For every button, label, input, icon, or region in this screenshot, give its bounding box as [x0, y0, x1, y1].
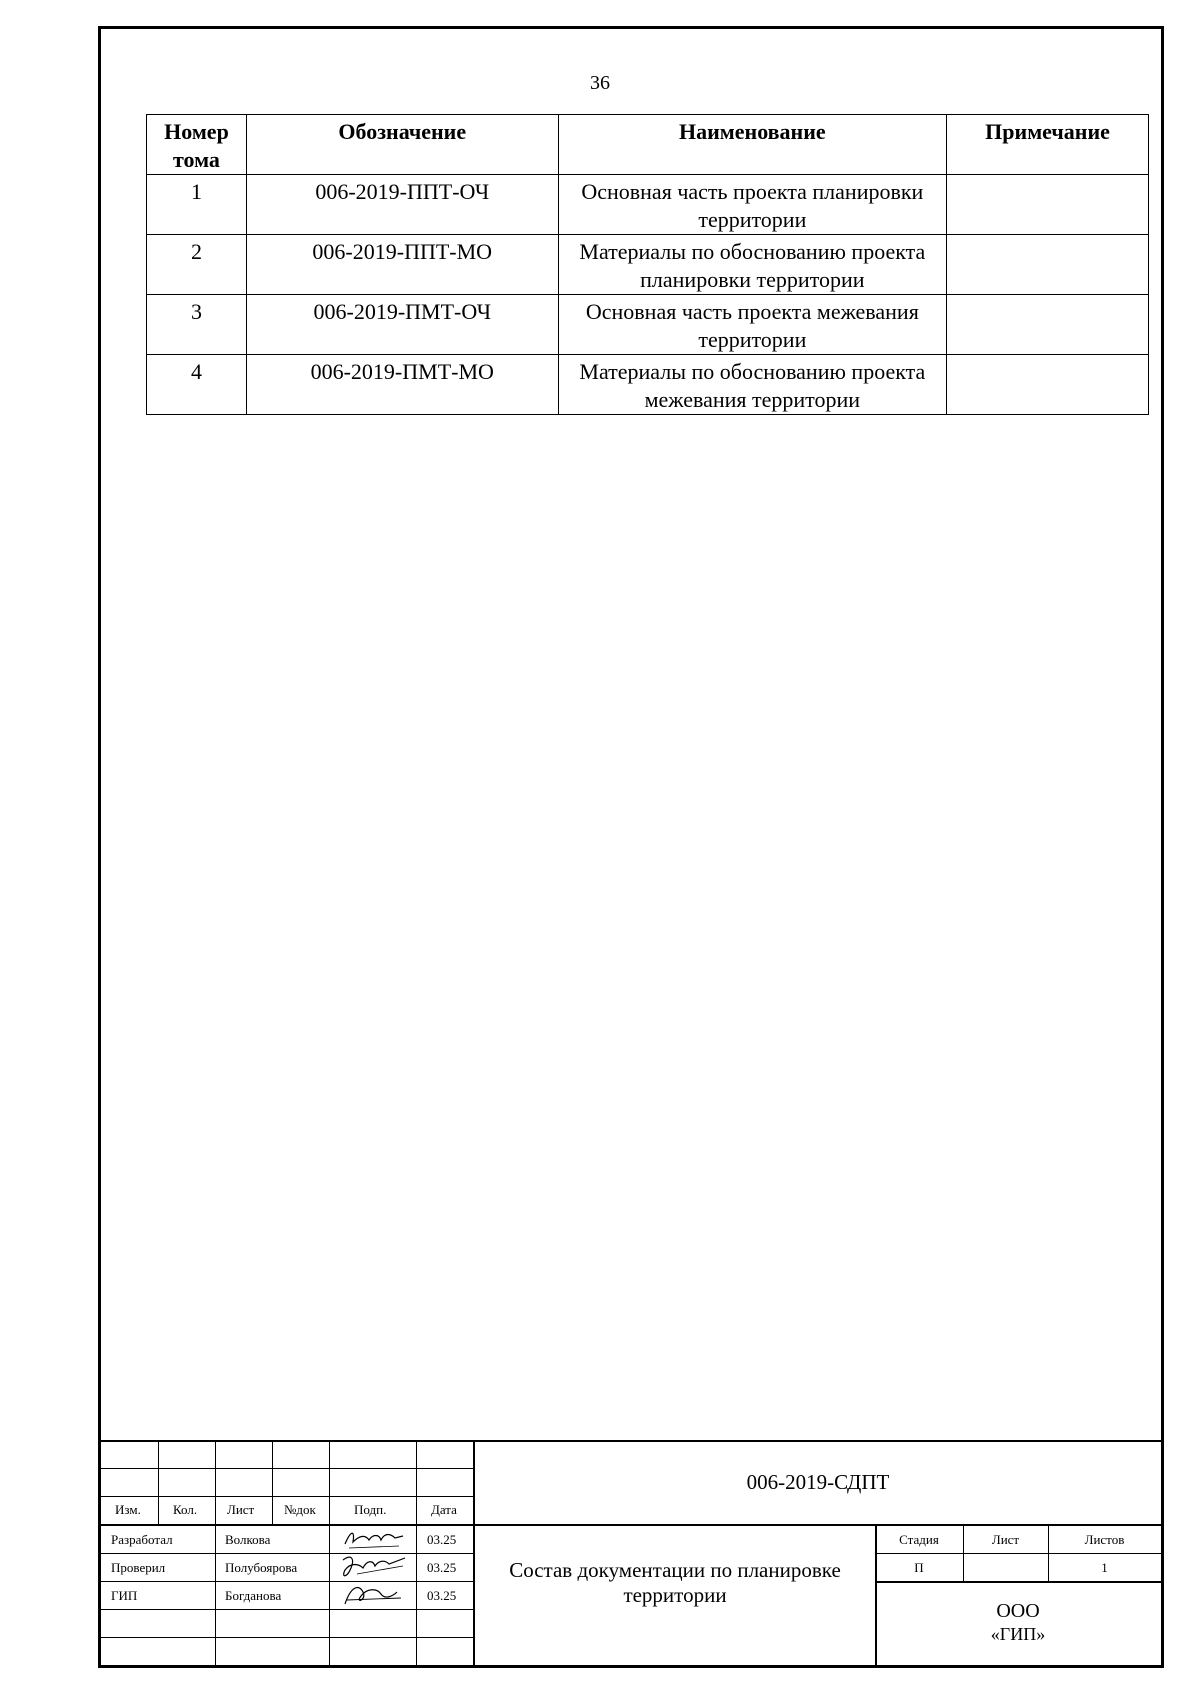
role-chief-engineer: ГИП: [111, 1588, 138, 1603]
sheet-label: Лист: [991, 1532, 1020, 1547]
sign-date: 03.25: [427, 1532, 457, 1547]
col-header-izm: Изм.: [115, 1502, 141, 1517]
stamp-line: [875, 1581, 1161, 1583]
page-number: 36: [590, 72, 610, 94]
signature-image: [337, 1580, 407, 1610]
volume-number-cell: 4: [147, 355, 247, 415]
organization-line2: «ГИП»: [990, 1624, 1046, 1644]
stage-label: Стадия: [899, 1532, 939, 1547]
organization-line1: ООО: [996, 1600, 1040, 1622]
stamp-line: [215, 1440, 216, 1665]
note-cell: [947, 355, 1149, 415]
stamp-line: [101, 1581, 475, 1582]
stamp-top-border: [101, 1440, 1161, 1442]
stamp-line: [101, 1609, 475, 1610]
stamp-line: [101, 1524, 1161, 1526]
stamp-line: [101, 1637, 475, 1638]
sign-date: 03.25: [427, 1560, 457, 1575]
name-cell: Основная часть проекта межевания территории: [558, 295, 947, 355]
note-cell: [947, 175, 1149, 235]
table-header-row: [147, 115, 1149, 175]
stamp-line: [158, 1440, 159, 1524]
header-note: Примечание: [947, 115, 1149, 175]
person-name: Полубоярова: [225, 1560, 298, 1575]
stage-value: П: [914, 1560, 924, 1575]
name-cell: Основная часть проекта планировки территории: [558, 175, 947, 235]
sheets-value: 1: [1101, 1560, 1108, 1575]
stamp-line: [272, 1440, 273, 1524]
person-name: Волкова: [225, 1532, 271, 1547]
volume-number-cell: 1: [147, 175, 247, 235]
stamp-line: [875, 1553, 1161, 1554]
role-checked: Проверил: [111, 1560, 166, 1575]
signature-image: [341, 1526, 407, 1552]
person-name: Богданова: [225, 1588, 282, 1603]
volume-number-cell: 2: [147, 235, 247, 295]
header-name: Наименование: [558, 115, 947, 175]
document-title: Состав документации по планировке территории: [509, 1558, 841, 1607]
designation-cell: 006-2019-ПМТ-ОЧ: [246, 295, 558, 355]
designation-cell: 006-2019-ППТ-ОЧ: [246, 175, 558, 235]
sign-date: 03.25: [427, 1588, 457, 1603]
designation-cell: 006-2019-ППТ-МО: [246, 235, 558, 295]
col-header-list: Лист: [227, 1502, 255, 1517]
sheets-label: Листов: [1084, 1532, 1125, 1547]
stamp-line: [101, 1553, 475, 1554]
col-header-podp: Подп.: [354, 1502, 387, 1517]
document-designation: 006-2019-СДПТ: [746, 1470, 890, 1494]
table-row: [147, 175, 1149, 235]
signature-image: [337, 1552, 409, 1582]
volume-number-cell: 3: [147, 295, 247, 355]
name-cell: Материалы по обоснованию проекта планировки территории: [558, 235, 947, 295]
col-header-ndoc: №док: [284, 1502, 316, 1517]
col-header-kol: Кол.: [173, 1502, 198, 1517]
col-header-data: Дата: [431, 1502, 457, 1517]
documents-table: [146, 114, 1149, 415]
stamp-line: [416, 1440, 417, 1665]
name-cell: Материалы по обоснованию проекта межевания территории: [558, 355, 947, 415]
role-developed: Разработал: [111, 1532, 173, 1547]
note-cell: [947, 295, 1149, 355]
header-designation: Обозначение: [246, 115, 558, 175]
header-volume-number: Номер тома: [147, 115, 247, 175]
stamp-line: [329, 1440, 330, 1665]
table-row: [147, 355, 1149, 415]
table-row: [147, 295, 1149, 355]
title-block: [101, 1440, 1161, 1665]
designation-cell: 006-2019-ПМТ-МО: [246, 355, 558, 415]
table-row: [147, 235, 1149, 295]
note-cell: [947, 235, 1149, 295]
